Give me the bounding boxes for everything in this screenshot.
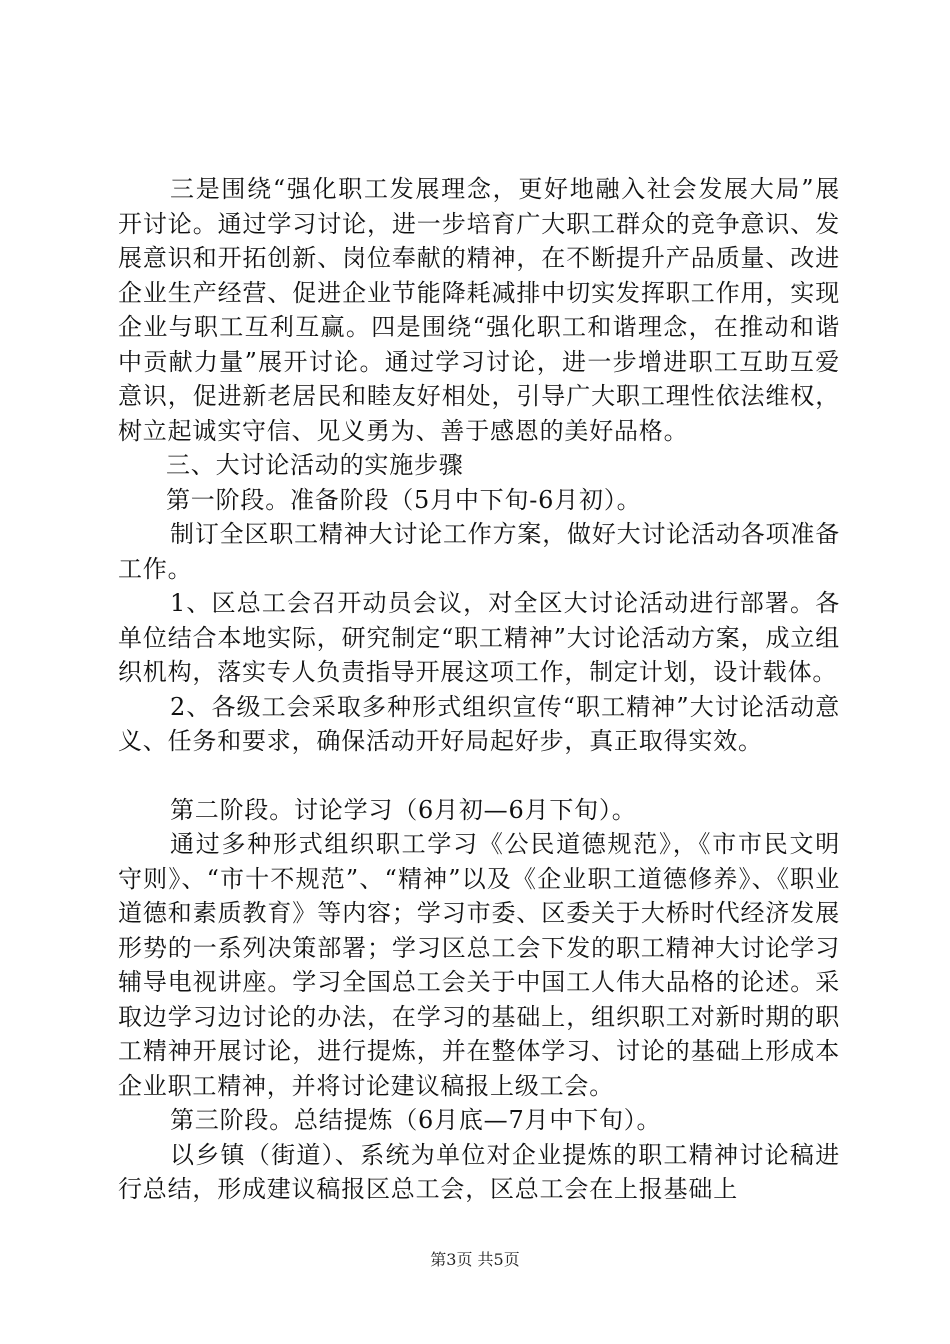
stage-one-description: 制订全区职工精神大讨论工作方案，做好大讨论活动各项准备工作。 [118,520,840,583]
stage-two-heading: 第二阶段。讨论学习（6月初—6月下旬）。 [170,795,637,824]
paragraph-theme-three-four: 三是围绕“强化职工发展理念，更好地融入社会发展大局”展开讨论。通过学习讨论，进一步培育广大职工群众的竞争意识、发展意识和开拓创新、岗位奉献的精神，在不断提升产品质量、改进企业生产经营、促进企业节能降耗减排中切实发挥职工作用，实现企业与职工互利互赢。四是围绕“强化职工和谐理念，在推动和谐中贡献力量”展开讨论。通过学习讨论，进一步增进职工互助互爱意识，促进新老居民和睦友好相处，引导广大职工理性依法维权，树立起诚实守信、见义勇为、善于感恩的美好品格。 [118,175,840,445]
stage-two-description: 通过多种形式组织职工学习《公民道德规范》，《市市民文明守则》、“市十不规范”、“精神”以及《企业职工道德修养》、《职业道德和素质教育》等内容；学习市委、区委关于大桥时代经济发展形势的一系列决策部署；学习区总工会下发的职工精神大讨论学习辅导电视讲座。学习全国总工会关于中国工人伟大品格的论述。采取边学习边讨论的办法，在学习的基础上，组织职工对新时期的职工精神开展讨论，进行提炼，并在整体学习、讨论的基础上形成本企业职工精神，并将讨论建议稿报上级工会。 [118,830,840,1100]
stage-one-item-2: 2、各级工会采取多种形式组织宣传“职工精神”大讨论活动意义、任务和要求，确保活动开好局起好步，真正取得实效。 [118,692,840,755]
stage-three-heading: 第三阶段。总结提炼（6月底—7月中下旬）。 [170,1106,662,1134]
stage-one-item-1: 1、区总工会召开动员会议，对全区大讨论活动进行部署。各单位结合本地实际，研究制定“职工精神”大讨论活动方案，成立组织机构，落实专人负责指导开展这项工作，制定计划，设计载体。 [118,589,840,686]
section-heading-implementation-steps: 三、大讨论活动的实施步骤 [166,451,464,479]
document-body [118,172,840,1207]
page-number-footer: 第3页 共5页 [430,1250,520,1269]
stage-three-description: 以乡镇（街道）、系统为单位对企业提炼的职工精神讨论稿进行总结，形成建议稿报区总工会，区总工会在上报基础上 [118,1140,840,1203]
stage-one-heading: 第一阶段。准备阶段（5月中下旬-6月初）。 [166,485,642,514]
